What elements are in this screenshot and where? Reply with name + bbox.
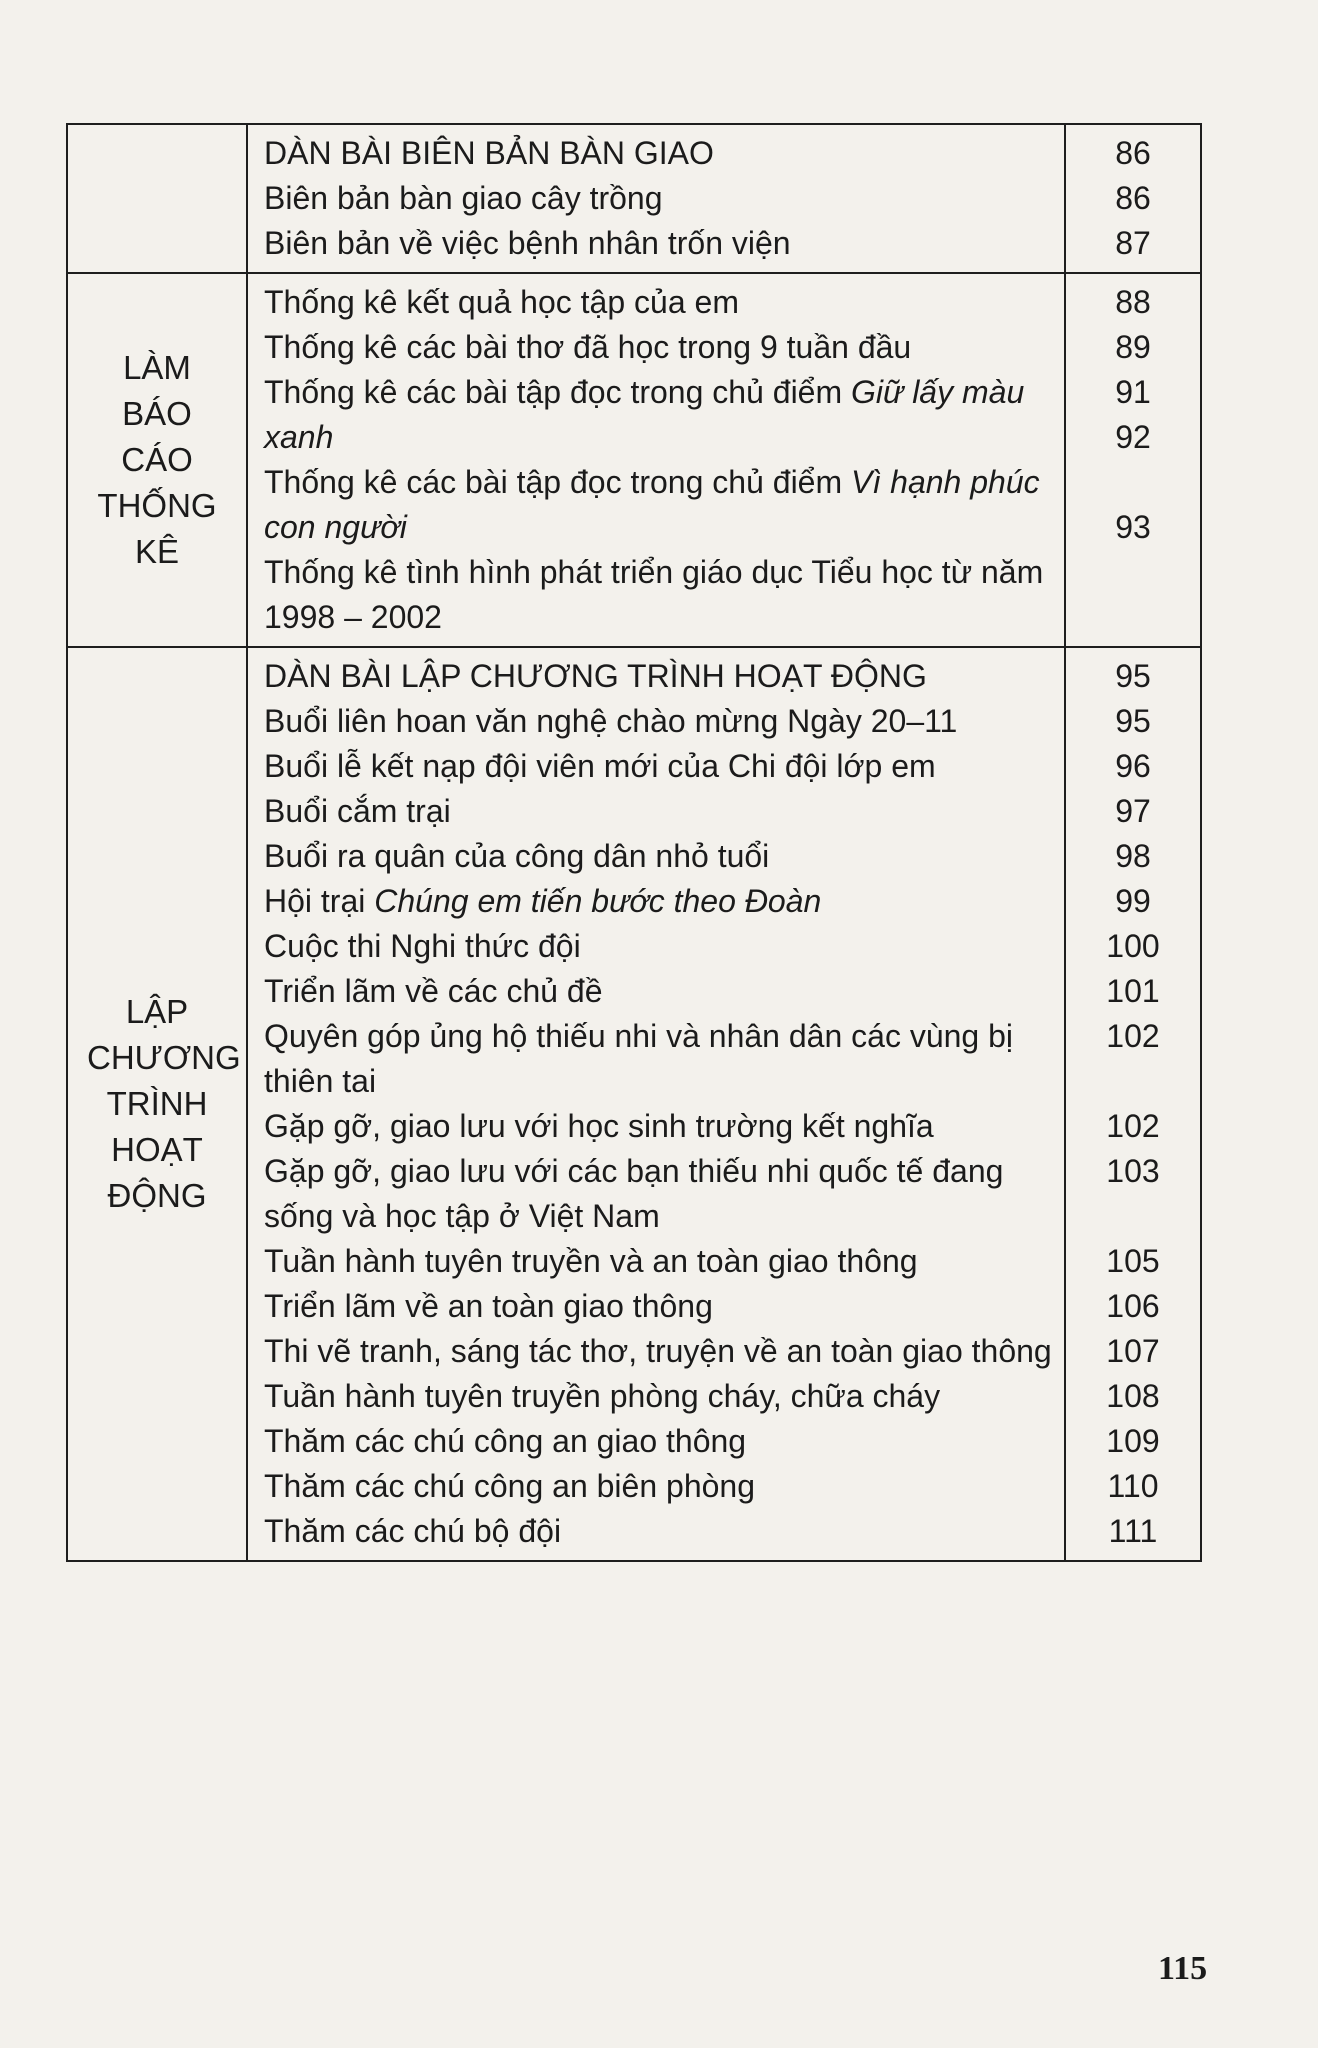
section-label-cell — [67, 647, 247, 1561]
section-label: LÀM BÁO CÁO THỐNG KÊ — [97, 349, 217, 570]
toc-entry — [248, 834, 1064, 879]
toc-entry — [248, 789, 1064, 834]
entry-text: Thăm các chú bộ đội — [264, 1513, 562, 1549]
table-of-contents — [66, 123, 1202, 1562]
toc-section — [67, 124, 1201, 273]
entry-text: Thống kê các bài tập đọc trong chủ điểm — [264, 374, 852, 410]
entry-page-number: 111 — [1108, 1513, 1158, 1549]
section-label-cell — [67, 124, 247, 273]
toc-entry — [248, 1329, 1064, 1374]
entry-page-number: 106 — [1106, 1288, 1160, 1324]
toc-entry — [248, 879, 1064, 924]
section-label-cell — [67, 273, 247, 647]
entry-text: Biên bản bàn giao cây trồng — [264, 180, 663, 216]
entry-text: Gặp gỡ, giao lưu với các bạn thiếu nhi quốc tế đang sống và học tập ở Việt Nam — [264, 1153, 1004, 1234]
entry-page-number: 101 — [1106, 973, 1160, 1009]
entry-page-number: 110 — [1107, 1468, 1159, 1504]
entry-text: Hội trại — [264, 883, 375, 919]
entry-page-number: 109 — [1106, 1423, 1160, 1459]
entry-page-number: 97 — [1115, 793, 1151, 829]
toc-entry — [248, 969, 1064, 1014]
entry-page-number: 107 — [1106, 1333, 1160, 1369]
entry-text: Thống kê các bài tập đọc trong chủ điểm — [264, 464, 852, 500]
toc-entry — [248, 924, 1064, 969]
entry-text: Biên bản về việc bệnh nhân trốn viện — [264, 225, 791, 261]
toc-body — [67, 124, 1201, 1561]
toc-entry — [248, 1014, 1064, 1104]
entry-page-number: 102 — [1106, 1108, 1160, 1144]
entry-text: Gặp gỡ, giao lưu với học sinh trường kết nghĩa — [264, 1108, 934, 1144]
entry-page-number: 91 — [1115, 374, 1151, 410]
entry-text: Buổi lễ kết nạp đội viên mới của Chi đội lớp em — [264, 748, 936, 784]
toc-entry — [248, 1374, 1064, 1419]
entry-text: DÀN BÀI LẬP CHƯƠNG TRÌNH HOẠT ĐỘNG — [264, 658, 927, 694]
entry-italic-text: Vì hạnh phúc con người — [264, 464, 1040, 545]
toc-entry — [248, 460, 1064, 550]
toc-entry — [248, 370, 1064, 460]
entry-text: Thống kê các bài thơ đã học trong 9 tuần đầu — [264, 329, 912, 365]
entry-page-number: 102 — [1106, 1018, 1160, 1054]
entry-italic-text: Chúng em tiến bước theo Đoàn — [374, 883, 822, 919]
entry-text: Thi vẽ tranh, sáng tác thơ, truyện về an toàn giao thông — [264, 1333, 1052, 1369]
entry-text: Tuần hành tuyên truyền phòng cháy, chữa cháy — [264, 1378, 941, 1414]
entry-page-number: 98 — [1115, 838, 1151, 874]
toc-entry — [248, 280, 1064, 325]
entries-cell — [247, 647, 1065, 1561]
page-number: 115 — [1158, 1950, 1208, 1987]
entry-page-number: 96 — [1115, 748, 1151, 784]
entry-text: Triển lãm về an toàn giao thông — [264, 1288, 713, 1324]
toc-entry — [248, 550, 1064, 640]
entry-text: Triển lãm về các chủ đề — [264, 973, 603, 1009]
toc-entry — [248, 1104, 1064, 1149]
toc-entry — [248, 131, 1064, 176]
entry-text: DÀN BÀI BIÊN BẢN BÀN GIAO — [264, 135, 714, 171]
entry-page-number: 89 — [1115, 329, 1151, 365]
entry-text: Thăm các chú công an biên phòng — [264, 1468, 755, 1504]
toc-entry — [248, 699, 1064, 744]
entries-cell — [247, 273, 1065, 647]
toc-entry — [248, 1149, 1064, 1239]
pages-cell — [1065, 124, 1201, 273]
entry-page-number: 103 — [1106, 1153, 1160, 1189]
toc-entry — [248, 1284, 1064, 1329]
entry-page-number: 87 — [1115, 225, 1151, 261]
entry-page-number: 92 — [1115, 419, 1151, 455]
entry-text: Quyên góp ủng hộ thiếu nhi và nhân dân các vùng bị thiên tai — [264, 1018, 1014, 1099]
pages-cell — [1065, 273, 1201, 647]
entry-page-number: 108 — [1106, 1378, 1160, 1414]
toc-section — [67, 647, 1201, 1561]
entry-text: Thống kê kết quả học tập của em — [264, 284, 739, 320]
entry-text: Buổi cắm trại — [264, 793, 451, 829]
toc-entry — [248, 221, 1064, 266]
toc-entry — [248, 1509, 1064, 1554]
toc-entry — [248, 1239, 1064, 1284]
toc-entry — [248, 176, 1064, 221]
entry-page-number: 93 — [1115, 509, 1151, 545]
toc-entry — [248, 325, 1064, 370]
entry-text: Thống kê tình hình phát triển giáo dục Tiểu học từ năm 1998 – 2002 — [264, 554, 1044, 635]
entry-page-number: 95 — [1115, 703, 1151, 739]
pages-cell — [1065, 647, 1201, 1561]
entry-page-number: 99 — [1115, 883, 1151, 919]
toc-entry — [248, 1464, 1064, 1509]
entry-page-number: 88 — [1115, 284, 1151, 320]
entry-page-number: 95 — [1115, 658, 1151, 694]
entry-text: Cuộc thi Nghi thức đội — [264, 928, 581, 964]
entry-text: Buổi ra quân của công dân nhỏ tuổi — [264, 838, 770, 874]
entry-text: Thăm các chú công an giao thông — [264, 1423, 747, 1459]
toc-entry — [248, 744, 1064, 789]
section-label: LẬP CHƯƠNG TRÌNH HOẠT ĐỘNG — [87, 993, 241, 1214]
entry-italic-text: Giữ lấy màu xanh — [264, 374, 1025, 455]
toc-entry — [248, 1419, 1064, 1464]
entry-page-number: 100 — [1106, 928, 1160, 964]
entry-page-number: 86 — [1115, 180, 1151, 216]
toc-section — [67, 273, 1201, 647]
entries-cell — [247, 124, 1065, 273]
entry-text: Buổi liên hoan văn nghệ chào mừng Ngày 20–11 — [264, 703, 958, 739]
entry-text: Tuần hành tuyên truyền và an toàn giao thông — [264, 1243, 918, 1279]
toc-entry — [248, 654, 1064, 699]
entry-page-number: 86 — [1115, 135, 1151, 171]
entry-page-number: 105 — [1106, 1243, 1160, 1279]
